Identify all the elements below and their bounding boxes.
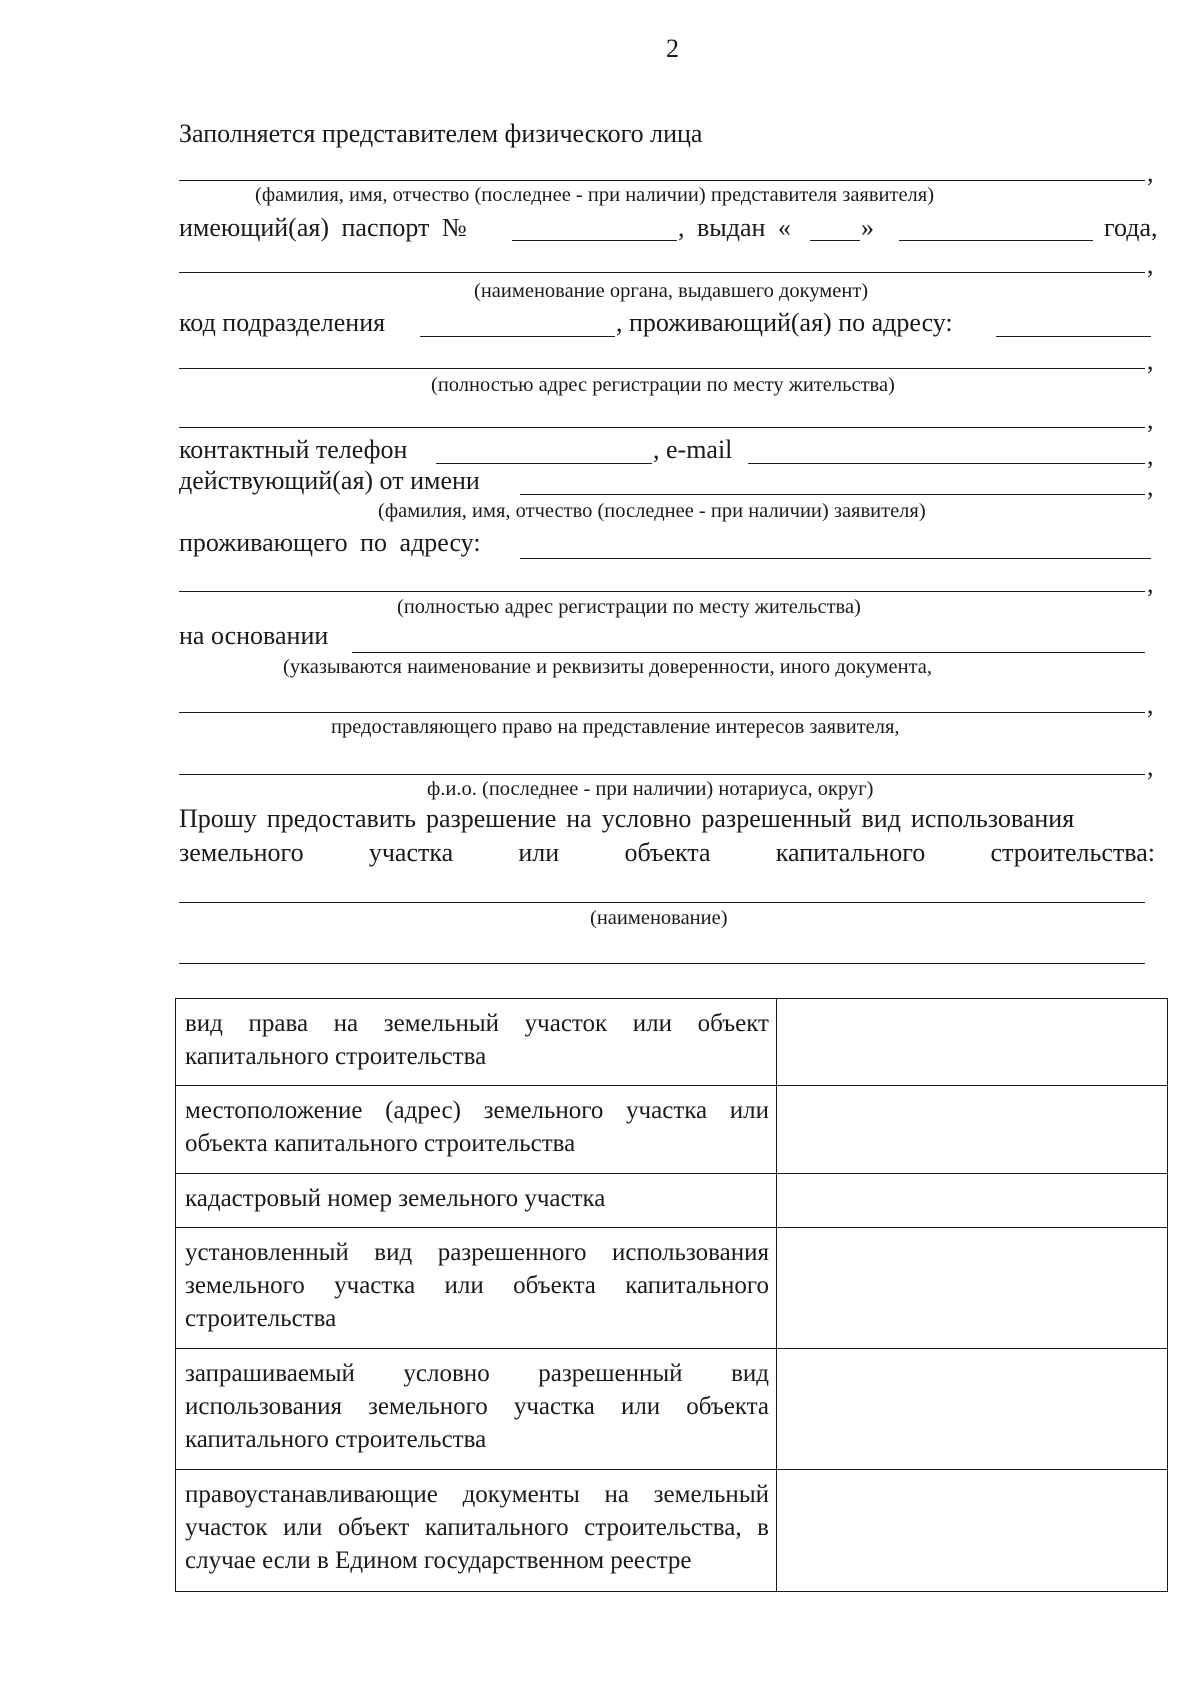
trailing-comma: , [1147,441,1154,470]
row-label: запрашиваемый условно разрешенный вид использования земельного участка или объекта капитального строительства [176,1349,777,1470]
residence-address-field-start[interactable] [996,336,1151,337]
basis-field-line-2[interactable] [179,712,1145,713]
issue-day-field[interactable] [810,240,860,241]
table-row [176,1086,1168,1174]
request-word: капитального [775,838,926,867]
residence-address-field[interactable] [179,368,1145,369]
acting-for-label: действующий(ая) от имени [179,466,480,495]
request-word: земельного [179,838,304,867]
trailing-comma: , [1147,752,1154,781]
caption-applicant-name: (фамилия, имя, отчество (последнее - при наличии) заявителя) [378,500,926,522]
residence-address-field-extra[interactable] [179,427,1145,428]
table-row [176,1349,1168,1470]
caption-basis-3: ф.и.о. (последнее - при наличии) нотариуса, округ) [427,778,874,800]
applicant-address-label: проживающего по адресу: [179,528,481,557]
request-line-2 [179,838,1155,868]
request-line-1 [179,804,1155,834]
passport-label: имеющий(ая) паспорт № [179,213,467,242]
trailing-comma: , [1147,405,1154,434]
division-code-label: код подразделения [179,308,386,337]
issue-date-field[interactable] [899,240,1093,241]
object-name-field[interactable] [179,902,1145,903]
issuing-authority-field[interactable] [179,272,1145,273]
row-label: установленный вид разрешенного использования земельного участка или объекта капитального строительства [176,1228,777,1349]
section-heading: Заполняется представителем физического лица [179,119,703,148]
phone-field[interactable] [436,463,652,464]
applicant-name-field[interactable] [520,494,1145,495]
trailing-comma: , [1147,346,1154,375]
row-value-cell[interactable] [777,1349,1168,1470]
caption-issuing-authority: (наименование органа, выдавшего документ) [474,280,869,302]
trailing-comma: , [1147,472,1154,501]
residing-label: , проживающий(ая) по адресу: [616,308,953,337]
division-code-field[interactable] [420,336,615,337]
year-label: года, [1104,213,1158,242]
trailing-comma: , [1147,250,1154,279]
basis-label: на основании [179,621,329,650]
row-label: местоположение (адрес) земельного участка или объекта капитального строительства [176,1086,777,1174]
basis-field[interactable] [352,652,1145,653]
applicant-address-field-extra[interactable] [179,591,1145,592]
trailing-comma: , [1147,569,1154,598]
row-label: кадастровый номер земельного участка [176,1174,777,1228]
request-text: Прошу предоставить разрешение на условно разрешенный вид использования [179,804,1075,833]
trailing-comma: , [1147,690,1154,719]
row-value-cell[interactable] [777,1470,1168,1592]
request-word: участка [368,838,454,867]
email-field[interactable] [748,463,1145,464]
caption-representative-name: (фамилия, имя, отчество (последнее - при наличии) представителя заявителя) [255,184,935,206]
land-plot-details-table [175,998,1168,1592]
issued-close-quote: » [861,213,874,242]
table-row [176,1470,1168,1592]
row-value-cell[interactable] [777,1228,1168,1349]
row-label: вид права на земельный участок или объект капитального строительства [176,999,777,1086]
caption-basis-2: предоставляющего право на представление интересов заявителя, [331,716,900,738]
issued-label: , выдан « [678,213,791,242]
applicant-address-field[interactable] [520,558,1151,559]
row-value-cell[interactable] [777,1086,1168,1174]
table-row [176,1174,1168,1228]
request-word: или [518,838,560,867]
email-label: , e-mail [653,435,733,464]
caption-object-name: (наименование) [590,907,728,929]
object-name-field-extra[interactable] [179,963,1145,964]
caption-registration-address: (полностью адрес регистрации по месту жительства) [431,374,895,396]
trailing-comma: , [1147,158,1154,187]
passport-number-field[interactable] [512,240,677,241]
representative-name-field[interactable] [179,180,1145,181]
caption-applicant-registration: (полностью адрес регистрации по месту жительства) [397,596,861,618]
table-row [176,1228,1168,1349]
caption-basis-1: (указываются наименование и реквизиты доверенности, иного документа, [283,656,933,678]
phone-label: контактный телефон [179,435,408,464]
request-word: объекта [624,838,711,867]
row-value-cell[interactable] [777,999,1168,1086]
request-word: строительства: [990,838,1155,867]
row-label: правоустанавливающие документы на земельный участок или объект капитального строительства, в случае если в Едином государственном реестре [176,1470,777,1592]
row-value-cell[interactable] [777,1174,1168,1228]
table-row [176,999,1168,1086]
page-number: 2 [666,34,679,63]
basis-field-line-3[interactable] [179,774,1145,775]
